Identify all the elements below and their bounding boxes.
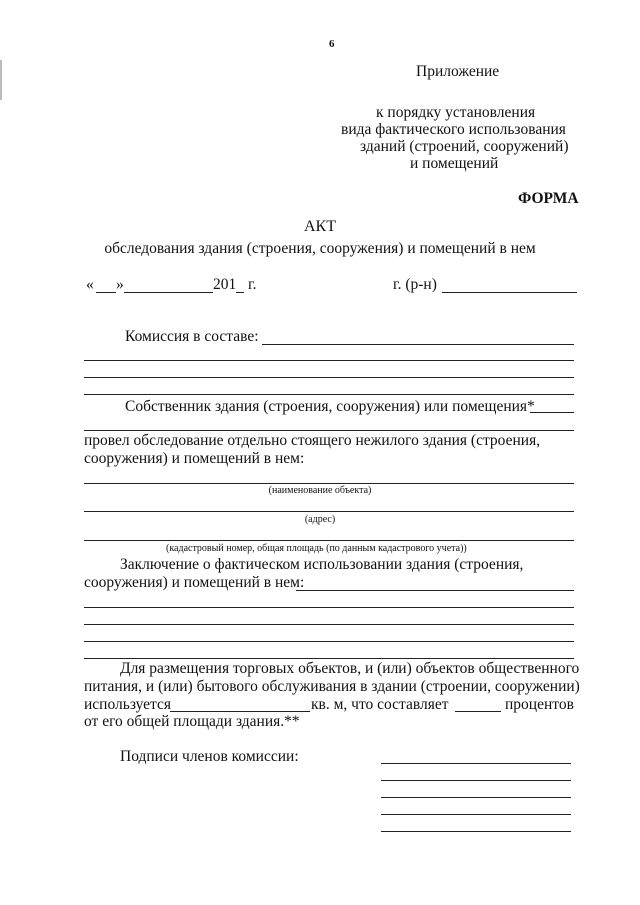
- city-label: г. (р-н): [393, 276, 437, 293]
- date-open-quote: «: [86, 276, 94, 293]
- day-field[interactable]: [96, 292, 116, 293]
- month-field[interactable]: [124, 292, 213, 293]
- year-digit-field[interactable]: [236, 292, 244, 293]
- inspection-line-1: провел обследование отдельно стоящего нежилого здания (строения,: [84, 432, 541, 449]
- object-name-field[interactable]: [84, 483, 574, 484]
- conclusion-line-2: сооружения) и помещений в нем:: [84, 574, 305, 591]
- placement-line-1: Для размещения торговых объектов, и (или) объектов общественного: [120, 660, 580, 677]
- conclusion-field-line[interactable]: [84, 658, 574, 659]
- area-field[interactable]: [170, 711, 310, 712]
- date-close-quote: »: [116, 276, 124, 293]
- year-suffix: г.: [248, 276, 257, 293]
- signature-line[interactable]: [381, 780, 571, 781]
- conclusion-field-line[interactable]: [84, 641, 574, 642]
- appendix-line: к порядку установления: [376, 104, 536, 121]
- object-name-hint: (наименование объекта): [268, 485, 372, 496]
- commission-label: Комиссия в составе:: [125, 328, 259, 345]
- conclusion-field-line[interactable]: [84, 607, 574, 608]
- signature-line[interactable]: [381, 814, 571, 815]
- act-title: АКТ: [304, 218, 336, 235]
- page-number: 6: [329, 38, 335, 50]
- owner-label: Собственник здания (строения, сооружения) или помещения*: [125, 398, 535, 415]
- placement-area-unit: кв. м, что составляет: [311, 696, 449, 713]
- placement-line-2: питания, и (или) бытового обслуживания в здании (строении, сооружении): [84, 678, 580, 695]
- commission-field-line[interactable]: [84, 360, 574, 361]
- percent-field[interactable]: [455, 711, 501, 712]
- signature-line[interactable]: [381, 797, 571, 798]
- city-field[interactable]: [442, 292, 577, 293]
- appendix-line: зданий (строений, сооружений): [360, 138, 569, 155]
- placement-line-4: от его общей площади здания.**: [84, 713, 300, 730]
- appendix-line: вида фактического использования: [341, 121, 566, 138]
- commission-field[interactable]: [262, 344, 574, 345]
- form-label: ФОРМА: [518, 190, 579, 207]
- cadastral-field[interactable]: [84, 540, 574, 541]
- scan-edge-artifact: [0, 60, 2, 100]
- address-field[interactable]: [84, 511, 574, 512]
- commission-field-line[interactable]: [84, 394, 574, 395]
- signatures-label: Подписи членов комиссии:: [120, 748, 299, 765]
- year-prefix: 201: [213, 276, 237, 293]
- conclusion-field-line[interactable]: [84, 624, 574, 625]
- act-subtitle: обследования здания (строения, сооружения) и помещений в нем: [104, 240, 536, 257]
- placement-percent-word: процентов: [505, 696, 574, 713]
- appendix-line: и помещений: [410, 155, 499, 172]
- address-hint: (адрес): [304, 514, 336, 525]
- appendix-title: Приложение: [416, 63, 500, 80]
- owner-field-line[interactable]: [84, 430, 574, 431]
- commission-field-line[interactable]: [84, 377, 574, 378]
- conclusion-line-1: Заключение о фактическом использовании здания (строения,: [120, 556, 524, 573]
- signature-line[interactable]: [381, 831, 571, 832]
- owner-field[interactable]: [530, 412, 574, 413]
- conclusion-field[interactable]: [296, 590, 574, 591]
- cadastral-hint: (кадастровый номер, общая площадь (по данным кадастрового учета)): [166, 543, 467, 554]
- signature-line[interactable]: [381, 763, 571, 764]
- placement-used-prefix: используется: [84, 696, 172, 713]
- inspection-line-2: сооружения) и помещений в нем:: [84, 450, 305, 467]
